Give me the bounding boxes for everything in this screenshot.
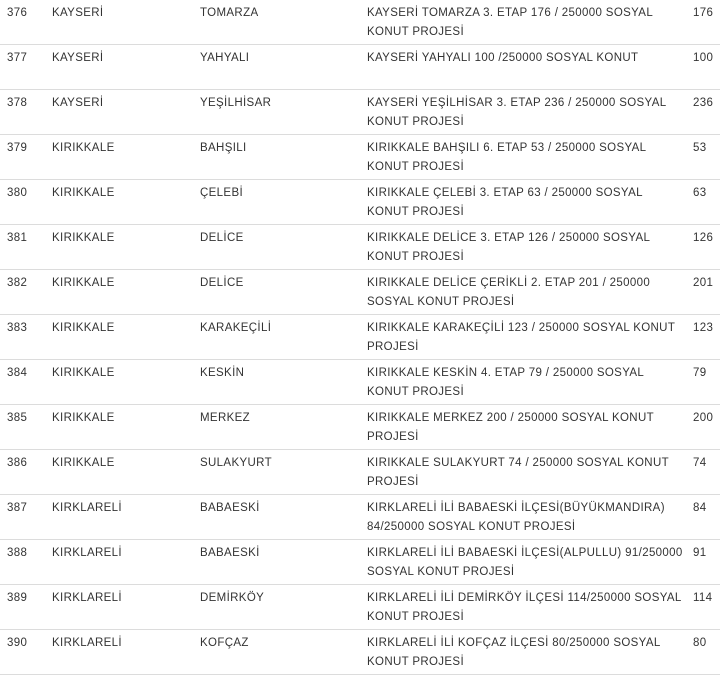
unit-count-cell: 74 xyxy=(693,450,720,495)
table-row xyxy=(0,180,720,225)
table-row xyxy=(0,495,720,540)
district-cell: BABAESKİ xyxy=(200,495,367,540)
province-cell: KIRKLARELİ xyxy=(52,630,200,675)
province-cell: KIRIKKALE xyxy=(52,135,200,180)
province-cell: KIRIKKALE xyxy=(52,315,200,360)
province-cell: KIRIKKALE xyxy=(52,360,200,405)
unit-count-cell: 126 xyxy=(693,225,720,270)
table-row xyxy=(0,540,720,585)
row-number: 381 xyxy=(0,225,52,270)
project-cell: KIRIKKALE ÇELEBİ 3. ETAP 63 / 250000 SOSYAL KONUT PROJESİ xyxy=(367,180,693,225)
row-number: 386 xyxy=(0,450,52,495)
row-number: 390 xyxy=(0,630,52,675)
row-number: 384 xyxy=(0,360,52,405)
project-cell: KAYSERİ YEŞİLHİSAR 3. ETAP 236 / 250000 SOSYAL KONUT PROJESİ xyxy=(367,90,693,135)
district-cell: ÇELEBİ xyxy=(200,180,367,225)
district-cell: SULAKYURT xyxy=(200,450,367,495)
table-row xyxy=(0,585,720,630)
unit-count-cell: 84 xyxy=(693,495,720,540)
row-number: 380 xyxy=(0,180,52,225)
project-cell: KAYSERİ TOMARZA 3. ETAP 176 / 250000 SOSYAL KONUT PROJESİ xyxy=(367,0,693,45)
unit-count-cell: 176 xyxy=(693,0,720,45)
row-number: 387 xyxy=(0,495,52,540)
table-row xyxy=(0,450,720,495)
unit-count-cell: 79 xyxy=(693,360,720,405)
project-cell: KIRKLARELİ İLİ BABAESKİ İLÇESİ(ALPULLU) 91/250000 SOSYAL KONUT PROJESİ xyxy=(367,540,693,585)
project-cell: KIRIKKALE DELİCE ÇERİKLİ 2. ETAP 201 / 250000 SOSYAL KONUT PROJESİ xyxy=(367,270,693,315)
province-cell: KIRKLARELİ xyxy=(52,585,200,630)
table-row xyxy=(0,270,720,315)
project-cell: KIRKLARELİ İLİ BABAESKİ İLÇESİ(BÜYÜKMANDIRA) 84/250000 SOSYAL KONUT PROJESİ xyxy=(367,495,693,540)
province-cell: KIRKLARELİ xyxy=(52,495,200,540)
row-number: 389 xyxy=(0,585,52,630)
table-row xyxy=(0,45,720,90)
row-number: 379 xyxy=(0,135,52,180)
table-row xyxy=(0,0,720,45)
row-number: 377 xyxy=(0,45,52,90)
district-cell: MERKEZ xyxy=(200,405,367,450)
district-cell: YEŞİLHİSAR xyxy=(200,90,367,135)
project-cell: KIRIKKALE KESKİN 4. ETAP 79 / 250000 SOSYAL KONUT PROJESİ xyxy=(367,360,693,405)
province-cell: KIRIKKALE xyxy=(52,180,200,225)
unit-count-cell: 114 xyxy=(693,585,720,630)
row-number: 385 xyxy=(0,405,52,450)
row-number: 382 xyxy=(0,270,52,315)
district-cell: KARAKEÇİLİ xyxy=(200,315,367,360)
table-row xyxy=(0,360,720,405)
province-cell: KIRIKKALE xyxy=(52,270,200,315)
unit-count-cell: 236 xyxy=(693,90,720,135)
unit-count-cell: 63 xyxy=(693,180,720,225)
unit-count-cell: 201 xyxy=(693,270,720,315)
unit-count-cell: 200 xyxy=(693,405,720,450)
district-cell: YAHYALI xyxy=(200,45,367,90)
unit-count-cell: 100 xyxy=(693,45,720,90)
project-cell: KAYSERİ YAHYALI 100 /250000 SOSYAL KONUT xyxy=(367,45,693,90)
unit-count-cell: 53 xyxy=(693,135,720,180)
unit-count-cell: 123 xyxy=(693,315,720,360)
project-cell: KIRIKKALE KARAKEÇİLİ 123 / 250000 SOSYAL KONUT PROJESİ xyxy=(367,315,693,360)
table-row xyxy=(0,225,720,270)
table-row xyxy=(0,405,720,450)
district-cell: KOFÇAZ xyxy=(200,630,367,675)
row-number: 383 xyxy=(0,315,52,360)
district-cell: TOMARZA xyxy=(200,0,367,45)
row-number: 378 xyxy=(0,90,52,135)
row-number: 376 xyxy=(0,0,52,45)
district-cell: DEMİRKÖY xyxy=(200,585,367,630)
project-cell: KIRIKKALE SULAKYURT 74 / 250000 SOSYAL KONUT PROJESİ xyxy=(367,450,693,495)
project-cell: KIRKLARELİ İLİ KOFÇAZ İLÇESİ 80/250000 SOSYAL KONUT PROJESİ xyxy=(367,630,693,675)
unit-count-cell: 80 xyxy=(693,630,720,675)
table-row xyxy=(0,135,720,180)
project-cell: KIRIKKALE BAHŞILI 6. ETAP 53 / 250000 SOSYAL KONUT PROJESİ xyxy=(367,135,693,180)
district-cell: DELİCE xyxy=(200,225,367,270)
district-cell: BABAESKİ xyxy=(200,540,367,585)
unit-count-cell: 91 xyxy=(693,540,720,585)
province-cell: KIRIKKALE xyxy=(52,225,200,270)
project-cell: KIRIKKALE MERKEZ 200 / 250000 SOSYAL KONUT PROJESİ xyxy=(367,405,693,450)
project-cell: KIRIKKALE DELİCE 3. ETAP 126 / 250000 SOSYAL KONUT PROJESİ xyxy=(367,225,693,270)
row-number: 388 xyxy=(0,540,52,585)
table-row xyxy=(0,90,720,135)
project-cell: KIRKLARELİ İLİ DEMİRKÖY İLÇESİ 114/250000 SOSYAL KONUT PROJESİ xyxy=(367,585,693,630)
province-cell: KIRIKKALE xyxy=(52,405,200,450)
district-cell: KESKİN xyxy=(200,360,367,405)
table-row xyxy=(0,630,720,675)
province-cell: KIRKLARELİ xyxy=(52,540,200,585)
province-cell: KAYSERİ xyxy=(52,45,200,90)
province-cell: KIRIKKALE xyxy=(52,450,200,495)
district-cell: DELİCE xyxy=(200,270,367,315)
province-cell: KAYSERİ xyxy=(52,90,200,135)
table-row xyxy=(0,315,720,360)
province-cell: KAYSERİ xyxy=(52,0,200,45)
district-cell: BAHŞILI xyxy=(200,135,367,180)
